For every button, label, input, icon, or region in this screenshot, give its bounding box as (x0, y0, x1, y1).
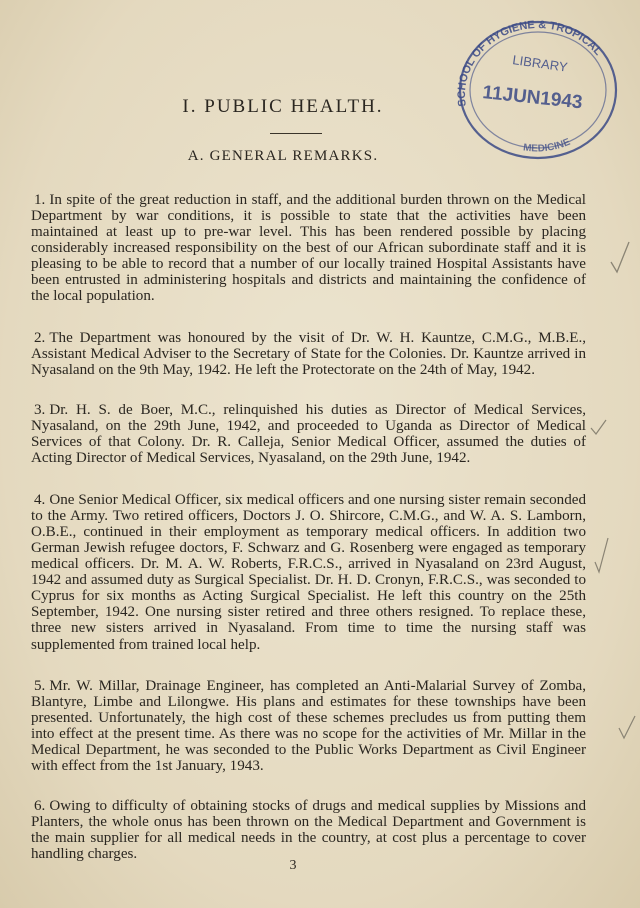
paragraph-4 (31, 492, 586, 652)
page-title: I. PUBLIC HEALTH. (182, 96, 384, 117)
paragraph-number: 5. (34, 678, 46, 695)
library-stamp (452, 14, 620, 162)
section-heading: A. GENERAL REMARKS. (187, 148, 379, 164)
paragraph-3 (31, 402, 586, 466)
paragraph-5 (31, 678, 586, 774)
paragraph-text: Mr. W. Millar, Drainage Engineer, has completed an Anti-Malarial Survey of Zomba, Blantyre, Limbe and Lilongwe. His plans and estimates for these townships have been presented. Unfortunately, the high cost of these schemes precludes us from putting them into effect at the present time. As there was no scope for the activities of Mr. Millar in the Medical Department, he was seconded to the Public Works Department as Civil Engineer with effect from the 1st January, 1943. (31, 678, 586, 775)
paragraph-text: Dr. H. S. de Boer, M.C., relinquished his duties as Director of Medical Services, Nyasaland, on the 29th June, 1942, and proceeded to Uganda as Director of Medical Services of that Colony. Dr. R. Calleja, Senior Medical Officer, assumed the duties of Acting Director of Medical Services, Nyasaland, on the 29th June, 1942. (31, 402, 586, 467)
paragraph-text: One Senior Medical Officer, six medical officers and one nursing sister remain seconded to the Army. Two retired officers, Doctors J. O. Shircore, C.M.G., and W. A. S. Lamborn, O.B.E., continued in their employment as temporary medical officers. In addition two German Jewish refugee doctors, F. Schwarz and G. Rosenberg were engaged as temporary medical officers. Dr. M. A. W. Roberts, F.R.C.S., arrived in Nyasaland on 23rd August, 1942 and assumed duty as Surgical Specialist. Dr. H. D. Cronyn, F.R.C.S., was seconded to Cyprus for six months as Acting Surgical Specialist. He left this country on the 25th September, 1942. One nursing sister retired and three others resigned. To replace these, three new sisters arrived in Nyasaland. From time to time the nursing staff was supplemented from trained local help. (31, 492, 586, 653)
paragraph-number: 1. (34, 192, 46, 209)
stamp-date: 11JUN1943 (481, 82, 584, 114)
stamp-top-text: SCHOOL OF HYGIENE & TROPICAL (455, 19, 605, 108)
pencil-tick-mark (608, 238, 632, 278)
paragraph-6 (31, 798, 586, 862)
paragraph-text: Owing to difficulty of obtaining stocks of drugs and medical supplies by Missions and Planters, the whole onus has been thrown on the Medical Department and Government is the main supplier for all medical needs in the country, at cost plus a percentage to cover handling charges. (31, 798, 586, 863)
stamp-bottom-text: MEDICINE (522, 136, 572, 155)
pencil-tick-mark (588, 416, 610, 438)
paragraph-number: 6. (34, 798, 46, 815)
paragraph-number: 2. (34, 330, 46, 347)
paragraph-number: 4. (34, 492, 46, 509)
paragraph-2 (31, 330, 586, 378)
paragraph-1 (31, 192, 586, 304)
page-number: 3 (289, 858, 297, 873)
paragraph-number: 3. (34, 402, 46, 419)
stamp-library-text: LIBRARY (511, 52, 569, 75)
title-divider (270, 133, 322, 134)
pencil-tick-mark (616, 710, 638, 744)
paragraph-text: In spite of the great reduction in staff, and the additional burden thrown on the Medical Department by war conditions, it is possible to state that the activities have been maintained at least up to pre-war level. This has been rendered possible by placing considerably increased responsibility on the best of our African subordinate staff and it is pleasing to be able to record that a number of our locally trained Hospital Assistants have been entrusted in administering hospitals and districts and maintaining the confidence of the local population. (31, 192, 586, 305)
pencil-tick-mark (592, 534, 612, 576)
paragraph-text: The Department was honoured by the visit of Dr. W. H. Kauntze, C.M.G., M.B.E., Assistant Medical Adviser to the Secretary of State for the Colonies. Dr. Kauntze arrived in Nyasaland on the 9th May, 1942. He left the Protectorate on the 24th of May, 1942. (31, 330, 586, 379)
